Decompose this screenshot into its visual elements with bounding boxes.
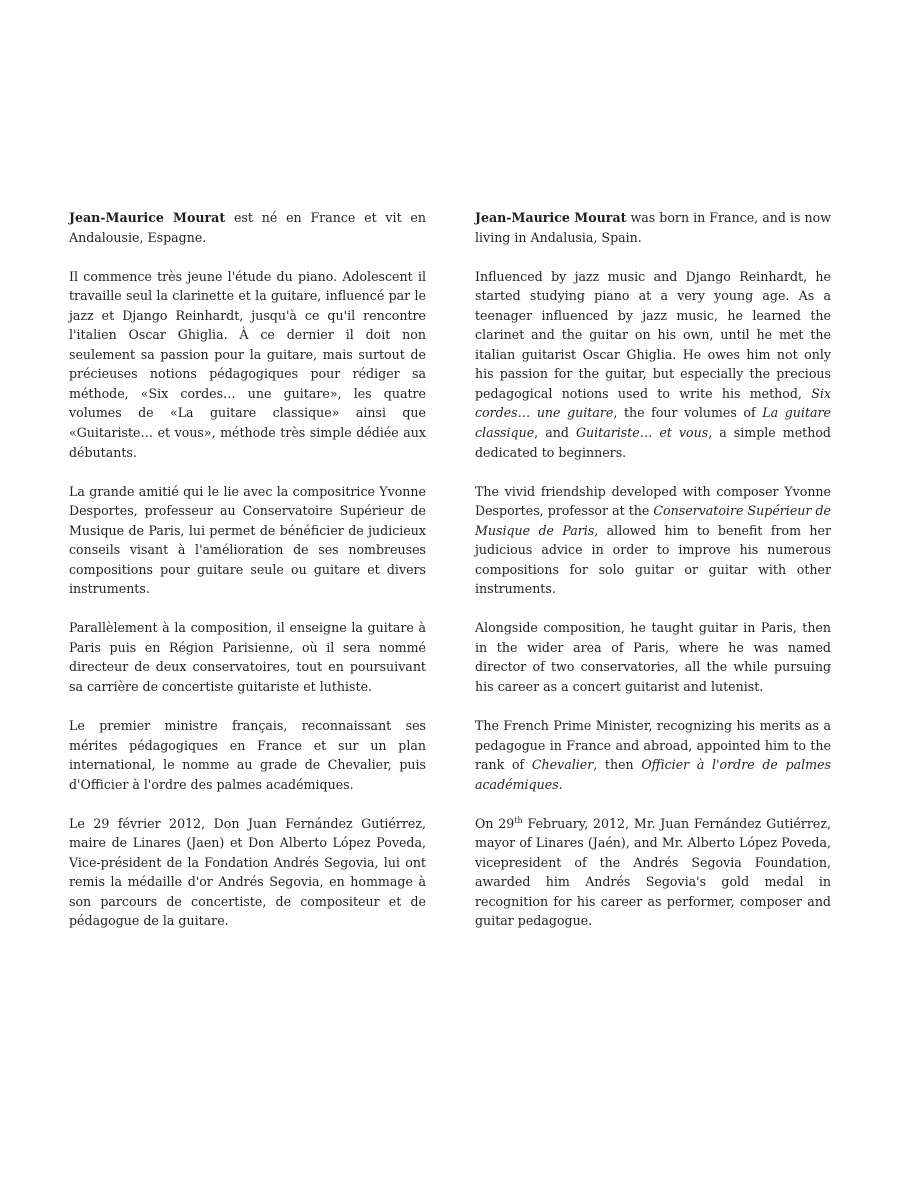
english-conservatoire-name: Conservatoire Supérieur de Musique de Paris: [475, 503, 831, 538]
english-early-life-text-3: , and: [534, 424, 576, 440]
french-intro-text: est né en France et vit en Andalousie, Espagne.: [69, 210, 426, 245]
english-paragraph-early-life: [475, 267, 831, 462]
english-paragraph-medal: [475, 814, 831, 931]
english-paragraph-honours: [475, 716, 831, 794]
english-method-title: Six cordes… une guitare: [475, 385, 831, 421]
english-ordinal-suffix: th: [514, 815, 523, 825]
english-author-name: Jean-Maurice Mourat: [475, 210, 627, 225]
french-paragraph-intro: [69, 208, 426, 247]
english-honours-text-2: , then: [593, 757, 642, 773]
english-paragraph-friendship: [475, 482, 831, 599]
french-paragraph-teaching: Parallèlement à la composition, il enseigne la guitare à Paris puis en Région Parisienne, où il sera nommé directeur de deux conservatoires, tout en poursuivant sa carrière de concertiste guitariste et luthiste.: [69, 620, 426, 694]
english-beginners-title: Guitariste… et vous: [575, 424, 709, 440]
french-paragraph-medal: Le 29 février 2012, Don Juan Fernández Gutiérrez, maire de Linares (Jaen) et Don Alberto López Poveda, Vice-président de la Fondation Andrés Segovia, lui ont remis la médaille d'or Andrés Segovia, en hommage à son parcours de concertiste, de compositeur et de pédagogue de la guitare.: [69, 815, 426, 929]
english-officier-title: Officier à l'ordre de palmes académiques: [475, 757, 831, 792]
english-friendship-text-2: , allowed him to benefit from her judicious advice in order to improve his numerous compositions for solo guitar or guitar with other instruments.: [475, 522, 831, 597]
english-intro-text: was born in France, and is now living in Andalusia, Spain.: [475, 210, 831, 245]
english-early-life-text-2: , the four volumes of: [613, 405, 763, 421]
english-early-life-text-1: Influenced by jazz music and Django Reinhardt, he started studying piano at a very young age. As a teenager influenced by jazz music, he learned the clarinet and the guitar on his own, until he met the italian guitarist Oscar Ghiglia. He owes him not only his passion for the guitar, but especially the precious pedagogical notions used to write his method,: [475, 268, 831, 401]
english-friendship-text-1: The vivid friendship developed with composer Yvonne Desportes, professor at the: [475, 483, 831, 519]
english-volumes-title: La guitare classique: [475, 405, 831, 440]
english-early-life-text-4: , a simple method dedicated to beginners.: [475, 424, 831, 460]
english-paragraph-intro: [475, 208, 831, 247]
french-paragraph-honours: Le premier ministre français, reconnaissant ses mérites pédagogiques en France et sur un plan international, le nomme au grade de Chevalier, puis d'Officier à l'ordre des palmes académiques.: [69, 718, 426, 792]
english-medal-text-2: February, 2012, Mr. Juan Fernández Gutiérrez, mayor of Linares (Jaén), and Mr. Alberto López Poveda, vicepresident of the Andrés Segovia Foundation, awarded him Andrés Segovia's gold medal in recognition for his career as performer, composer and guitar pedagogue.: [475, 815, 831, 929]
english-column: [475, 208, 831, 951]
english-honours-text-1: The French Prime Minister, recognizing his merits as a pedagogue in France and abroad, appointed him to the rank of: [475, 718, 831, 773]
french-paragraph-friendship: La grande amitié qui le lie avec la compositrice Yvonne Desportes, professeur au Conservatoire Supérieur de Musique de Paris, lui permet de bénéficier de judicieux conseils visant à l'amélioration de ses nombreuses compositions pour guitare seule ou guitare et divers instruments.: [69, 483, 426, 597]
english-honours-text-3: .: [558, 776, 563, 792]
french-author-name: Jean-Maurice Mourat: [69, 210, 226, 225]
french-column: [69, 208, 426, 951]
english-medal-text-1: On 29: [475, 815, 515, 831]
french-paragraph-early-life: Il commence très jeune l'étude du piano. Adolescent il travaille seul la clarinette et la guitare, influencé par le jazz et Django Reinhardt, jusqu'à ce qu'il rencontre l'italien Oscar Ghiglia. À ce dernier il doit non seulement sa passion pour la guitare, mais surtout de précieuses notions pédagogiques pour rédiger sa méthode, «Six cordes… une guitare», les quatre volumes de «La guitare classique» ainsi que «Guitariste… et vous», méthode très simple dédiée aux débutants.: [69, 268, 426, 460]
english-paragraph-teaching: Alongside composition, he taught guitar in Paris, then in the wider area of Paris, where he was named director of two conservatories, all the while pursuing his career as a concert guitarist and lutenist.: [475, 620, 831, 694]
english-chevalier-title: Chevalier: [531, 757, 594, 773]
